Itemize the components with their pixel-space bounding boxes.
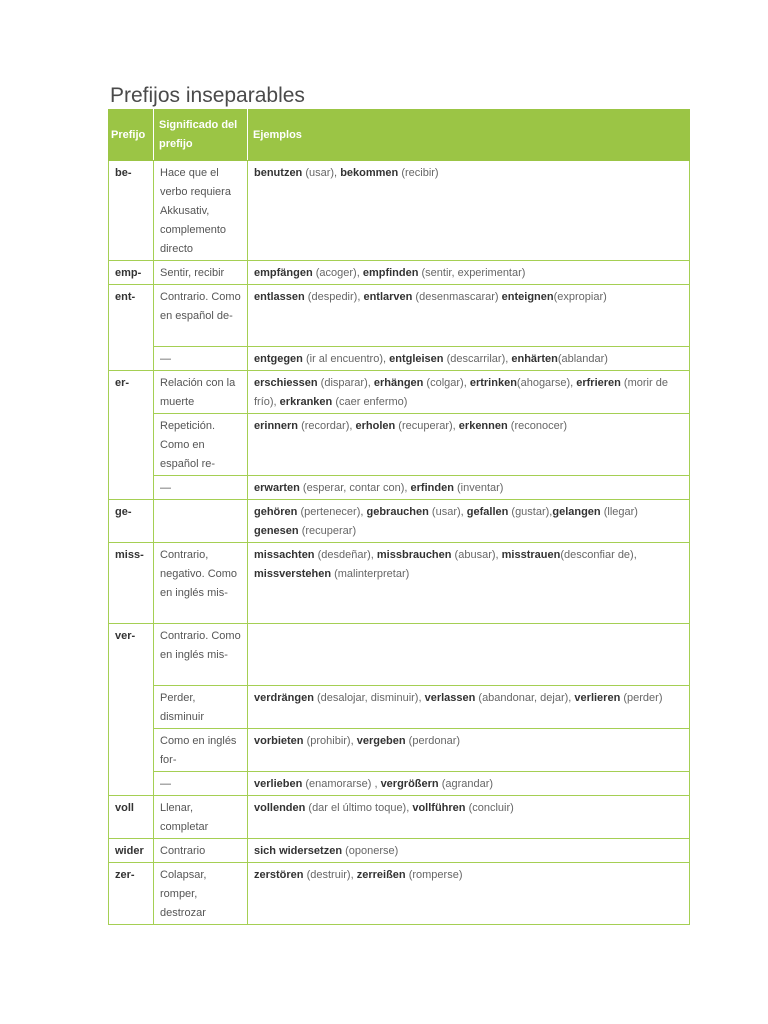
meaning-cell: Contrario — [154, 839, 248, 863]
example-translation: (recordar), — [298, 420, 356, 432]
table-row — [109, 347, 690, 371]
example-translation: (reconocer) — [507, 420, 568, 432]
example-word: enteignen — [501, 291, 554, 303]
examples-cell — [248, 161, 690, 261]
prefix-cell: be- — [109, 161, 154, 261]
meaning-cell: — — [154, 772, 248, 796]
example-word: vergrößern — [380, 778, 439, 790]
example-translation: (morir de frío), — [254, 377, 668, 408]
example-word: erkennen — [458, 420, 508, 432]
meaning-cell: — — [154, 476, 248, 500]
examples-cell — [248, 543, 690, 624]
example-translation: (sentir, experimentar) — [418, 267, 526, 279]
table-row — [109, 161, 690, 261]
example-translation: (descarrilar), — [443, 353, 512, 365]
meaning-cell: Hace que el verbo requiera Akkusativ, complemento directo — [154, 161, 248, 261]
meaning-cell — [154, 500, 248, 543]
examples-cell — [248, 772, 690, 796]
example-translation: (usar), — [428, 506, 467, 518]
example-word: missbrauchen — [376, 549, 452, 561]
example-translation: (ahogarse), — [516, 377, 577, 389]
table-row — [109, 772, 690, 796]
meaning-cell: Contrario. Como en inglés mis- — [154, 624, 248, 686]
examples-cell — [248, 686, 690, 729]
examples-cell — [248, 796, 690, 839]
examples-cell — [248, 863, 690, 925]
examples-cell — [248, 500, 690, 543]
examples-cell — [248, 729, 690, 772]
examples-cell — [248, 261, 690, 285]
example-translation: (acoger), — [312, 267, 363, 279]
header-meaning: Significado del prefijo — [154, 110, 248, 161]
example-word: entlassen — [254, 291, 305, 303]
example-translation: (recibir) — [398, 167, 439, 179]
example-word: erhängen — [373, 377, 424, 389]
example-word: erwarten — [254, 482, 300, 494]
example-translation: (pertenecer), — [297, 506, 367, 518]
example-translation: (gustar), — [508, 506, 553, 518]
example-word: verdrängen — [254, 692, 314, 704]
example-translation: (inventar) — [453, 482, 504, 494]
example-translation: (desenmascarar) — [412, 291, 502, 303]
example-word: vollführen — [412, 802, 466, 814]
example-word: vollenden — [254, 802, 306, 814]
example-translation: (esperar, contar con), — [299, 482, 411, 494]
example-word: erkranken — [279, 396, 333, 408]
example-translation: (romperse) — [405, 869, 463, 881]
example-translation: (desalojar, disminuir), — [313, 692, 425, 704]
example-translation: (desconfiar de), — [560, 549, 637, 561]
example-translation: (concluir) — [465, 802, 514, 814]
example-word: empfinden — [362, 267, 419, 279]
example-word: vorbieten — [254, 735, 304, 747]
prefix-cell: miss- — [109, 543, 154, 624]
example-translation: (perder) — [620, 692, 663, 704]
meaning-cell: Como en inglés for- — [154, 729, 248, 772]
example-translation: (caer enfermo) — [332, 396, 408, 408]
meaning-cell: Colapsar, romper, destrozar — [154, 863, 248, 925]
header-examples: Ejemplos — [248, 110, 690, 161]
example-word: genesen — [254, 525, 299, 537]
prefix-cell: voll — [109, 796, 154, 839]
example-translation: (abusar), — [451, 549, 502, 561]
table-header-row — [109, 110, 690, 161]
meaning-cell: — — [154, 347, 248, 371]
example-word: erinnern — [254, 420, 299, 432]
table-row — [109, 543, 690, 624]
prefix-cell: ver- — [109, 624, 154, 796]
example-translation: (agrandar) — [438, 778, 494, 790]
table-row — [109, 500, 690, 543]
prefix-cell: zer- — [109, 863, 154, 925]
example-word: misstrauen — [501, 549, 561, 561]
example-translation: (prohibir), — [303, 735, 357, 747]
example-word: erfrieren — [576, 377, 621, 389]
table-row — [109, 261, 690, 285]
examples-cell — [248, 414, 690, 476]
example-word: gefallen — [466, 506, 509, 518]
example-translation: (abandonar, dejar), — [475, 692, 575, 704]
meaning-cell: Contrario, negativo. Como en inglés mis- — [154, 543, 248, 624]
examples-cell — [248, 285, 690, 347]
prefix-cell: ent- — [109, 285, 154, 371]
page-title: Prefijos inseparables — [110, 84, 305, 107]
example-translation: (expropiar) — [553, 291, 607, 303]
example-word: benutzen — [254, 167, 303, 179]
meaning-cell: Relación con la muerte — [154, 371, 248, 414]
example-translation: (usar), — [302, 167, 341, 179]
example-word: erholen — [355, 420, 396, 432]
example-translation: (ir al encuentro), — [302, 353, 390, 365]
table-row — [109, 285, 690, 347]
example-translation: (desdeñar), — [314, 549, 377, 561]
example-word: gebrauchen — [366, 506, 429, 518]
example-translation: (recuperar) — [298, 525, 357, 537]
example-translation: (despedir), — [304, 291, 364, 303]
example-translation: (oponerse) — [342, 845, 399, 857]
example-translation: (malinterpretar) — [331, 568, 410, 580]
prefix-cell: ge- — [109, 500, 154, 543]
meaning-cell: Sentir, recibir — [154, 261, 248, 285]
meaning-cell: Repetición. Como en español re- — [154, 414, 248, 476]
example-translation: (colgar), — [423, 377, 470, 389]
example-word: verlieren — [574, 692, 621, 704]
example-translation: (dar el último toque), — [305, 802, 413, 814]
example-word: missverstehen — [254, 568, 332, 580]
example-word: zerstören — [254, 869, 304, 881]
examples-cell — [248, 624, 690, 686]
example-word: empfängen — [254, 267, 313, 279]
table-row — [109, 686, 690, 729]
example-translation: (ablandar) — [557, 353, 608, 365]
table-row — [109, 729, 690, 772]
example-word: gehören — [254, 506, 298, 518]
example-word: erfinden — [410, 482, 454, 494]
example-word: erschiessen — [254, 377, 318, 389]
example-word: bekommen — [340, 167, 399, 179]
examples-cell — [248, 371, 690, 414]
example-word: verlassen — [424, 692, 476, 704]
example-word: zerreißen — [356, 869, 406, 881]
example-word: gelangen — [552, 506, 601, 518]
example-translation: (disparar), — [317, 377, 374, 389]
example-word: missachten — [254, 549, 315, 561]
meaning-cell: Contrario. Como en español de- — [154, 285, 248, 347]
prefix-table — [108, 109, 690, 925]
prefix-cell: wider — [109, 839, 154, 863]
example-word: vergeben — [356, 735, 406, 747]
example-word: enhärten — [511, 353, 558, 365]
meaning-cell: Llenar, completar — [154, 796, 248, 839]
examples-cell — [248, 839, 690, 863]
example-word: sich widersetzen — [254, 845, 343, 857]
table-row — [109, 624, 690, 686]
meaning-cell: Perder, disminuir — [154, 686, 248, 729]
table-row — [109, 863, 690, 925]
example-word: entlarven — [363, 291, 413, 303]
example-translation: (destruir), — [303, 869, 357, 881]
example-translation: (perdonar) — [405, 735, 461, 747]
example-word: verlieben — [254, 778, 303, 790]
example-translation: (enamorarse) , — [302, 778, 381, 790]
table-row — [109, 839, 690, 863]
prefix-cell: emp- — [109, 261, 154, 285]
table-row — [109, 414, 690, 476]
example-translation: (recuperar), — [395, 420, 459, 432]
table-row — [109, 476, 690, 500]
example-word: ertrinken — [469, 377, 517, 389]
header-prefix: Prefijo — [109, 110, 154, 161]
prefix-cell: er- — [109, 371, 154, 500]
example-word: entgleisen — [389, 353, 444, 365]
table-row — [109, 371, 690, 414]
example-word: entgegen — [254, 353, 303, 365]
examples-cell — [248, 476, 690, 500]
table-row — [109, 796, 690, 839]
examples-cell — [248, 347, 690, 371]
example-translation: (llegar) — [600, 506, 638, 518]
